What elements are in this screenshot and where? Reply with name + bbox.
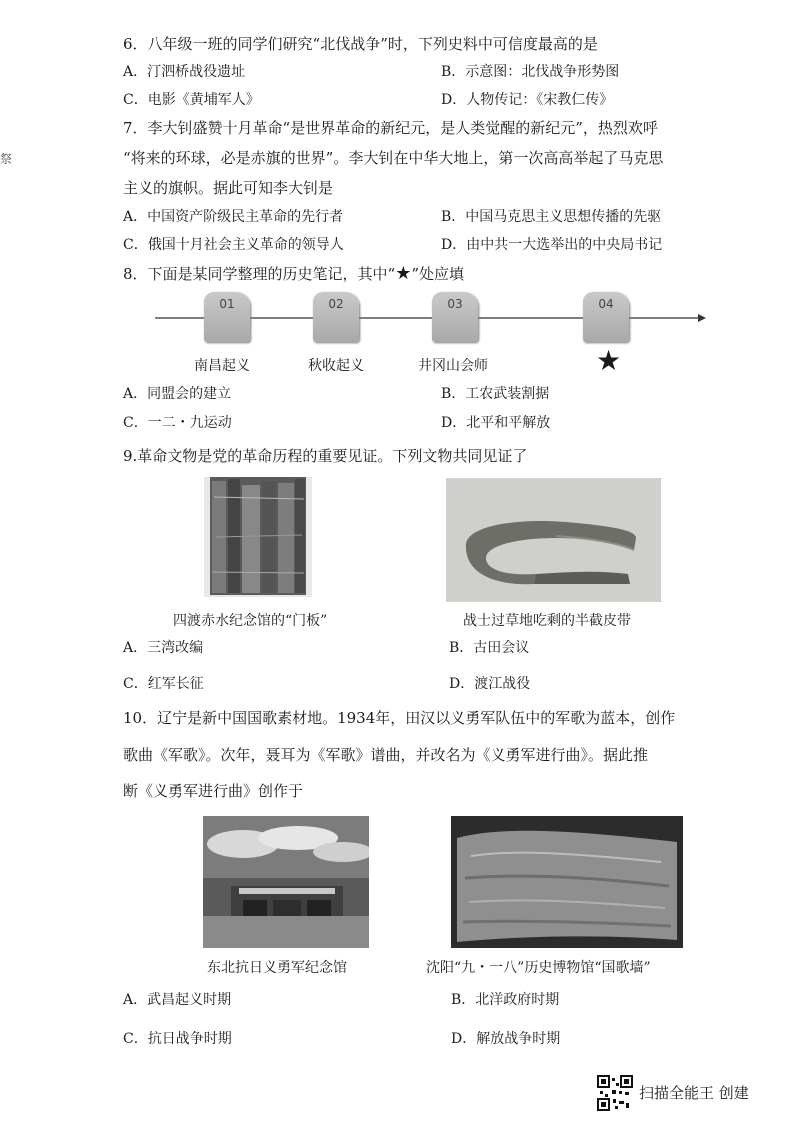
q8-option-c: C．一二・九运动 (123, 415, 232, 431)
star-icon: ★ (395, 263, 412, 284)
q7-stem-line3: 主义的旗帜。据此可知李大钊是 (123, 179, 334, 197)
q7-stem-line2: “将来的环球，必是赤旗的世界”。李大钊在中华大地上，第一次高高举起了马克思 (123, 149, 664, 167)
q10-option-d: D．解放战争时期 (451, 1031, 561, 1047)
q8-option-d: D．北平和平解放 (441, 415, 551, 431)
q8-stem (123, 264, 464, 284)
q7-option-b: B．中国马克思主义思想传播的先驱 (441, 209, 662, 225)
q10-caption-anthem-wall: 沈阳“九・一八”历史博物馆“国歌墙” (426, 960, 651, 976)
timeline-tab-04: 04 (583, 292, 629, 342)
q10-option-a: A．武昌起义时期 (123, 992, 232, 1008)
q7-option-c: C．俄国十月社会主义革命的领导人 (123, 237, 344, 253)
q9-caption-door: 四渡赤水纪念馆的“门板” (173, 613, 328, 629)
door-panel-photo (204, 477, 312, 597)
q10-caption-memorial: 东北抗日义勇军纪念馆 (207, 960, 347, 976)
q10-stem-line1: 10．辽宁是新中国国歌素材地。1934年，田汉以义勇军队伍中的军歌为蓝本，创作 (123, 709, 676, 727)
q6-option-c: C．电影《黄埔军人》 (123, 92, 260, 108)
q6-option-a: A．汀泗桥战役遗址 (123, 64, 246, 80)
timeline-tab-03: 03 (432, 292, 478, 342)
q9-caption-belt: 战士过草地吃剩的半截皮带 (463, 613, 631, 629)
q9-option-a: A．三湾改编 (123, 640, 204, 656)
q8-stem-prefix: 8．下面是某同学整理的历史笔记，其中“ (123, 265, 396, 283)
margin-mark: 祭 (0, 152, 13, 166)
anthem-wall-photo (451, 816, 683, 948)
q9-option-c: C．红军长征 (123, 676, 204, 692)
timeline-tab-02: 02 (313, 292, 359, 342)
scanner-watermark: 扫描全能王 创建 (639, 1084, 749, 1102)
timeline-label-jinggangshan: 井冈山会师 (418, 358, 488, 374)
memorial-hall-photo (203, 816, 369, 948)
q9-stem: 9.革命文物是党的革命历程的重要见证。下列文物共同见证了 (123, 447, 528, 465)
q10-stem-line3: 断《义勇军进行曲》创作于 (123, 782, 304, 800)
q10-option-c: C．抗日战争时期 (123, 1031, 232, 1047)
q6-stem: 6．八年级一班的同学们研究“北伐战争”时，下列史料中可信度最高的是 (123, 35, 598, 53)
q9-option-b: B．古田会议 (449, 640, 530, 656)
qr-code-icon (597, 1075, 633, 1111)
q7-option-d: D．由中共一大选举出的中央局书记 (441, 237, 663, 253)
q6-option-d: D．人物传记：《宋教仁传》 (441, 92, 614, 108)
q6-option-b: B．示意图：北伐战争形势图 (441, 64, 620, 80)
q8-stem-suffix: ”处应填 (411, 265, 465, 283)
timeline-label-nanchang: 南昌起义 (194, 358, 250, 374)
timeline-label-qiushou: 秋收起义 (308, 358, 364, 374)
q9-option-d: D．渡江战役 (449, 676, 531, 692)
q10-option-b: B．北洋政府时期 (451, 992, 560, 1008)
q8-option-b: B．工农武装割据 (441, 386, 550, 402)
timeline-star-icon: ★ (596, 344, 622, 377)
belt-photo (446, 478, 661, 602)
q7-option-a: A．中国资产阶级民主革命的先行者 (123, 209, 344, 225)
q8-option-a: A．同盟会的建立 (123, 386, 232, 402)
q10-stem-line2: 歌曲《军歌》。次年，聂耳为《军歌》谱曲，并改名为《义勇军进行曲》。据此推 (123, 746, 649, 764)
q7-stem-line1: 7．李大钊盛赞十月革命“是世界革命的新纪元，是人类觉醒的新纪元”，热烈欢呼 (123, 119, 658, 137)
timeline-tab-01: 01 (204, 292, 250, 342)
